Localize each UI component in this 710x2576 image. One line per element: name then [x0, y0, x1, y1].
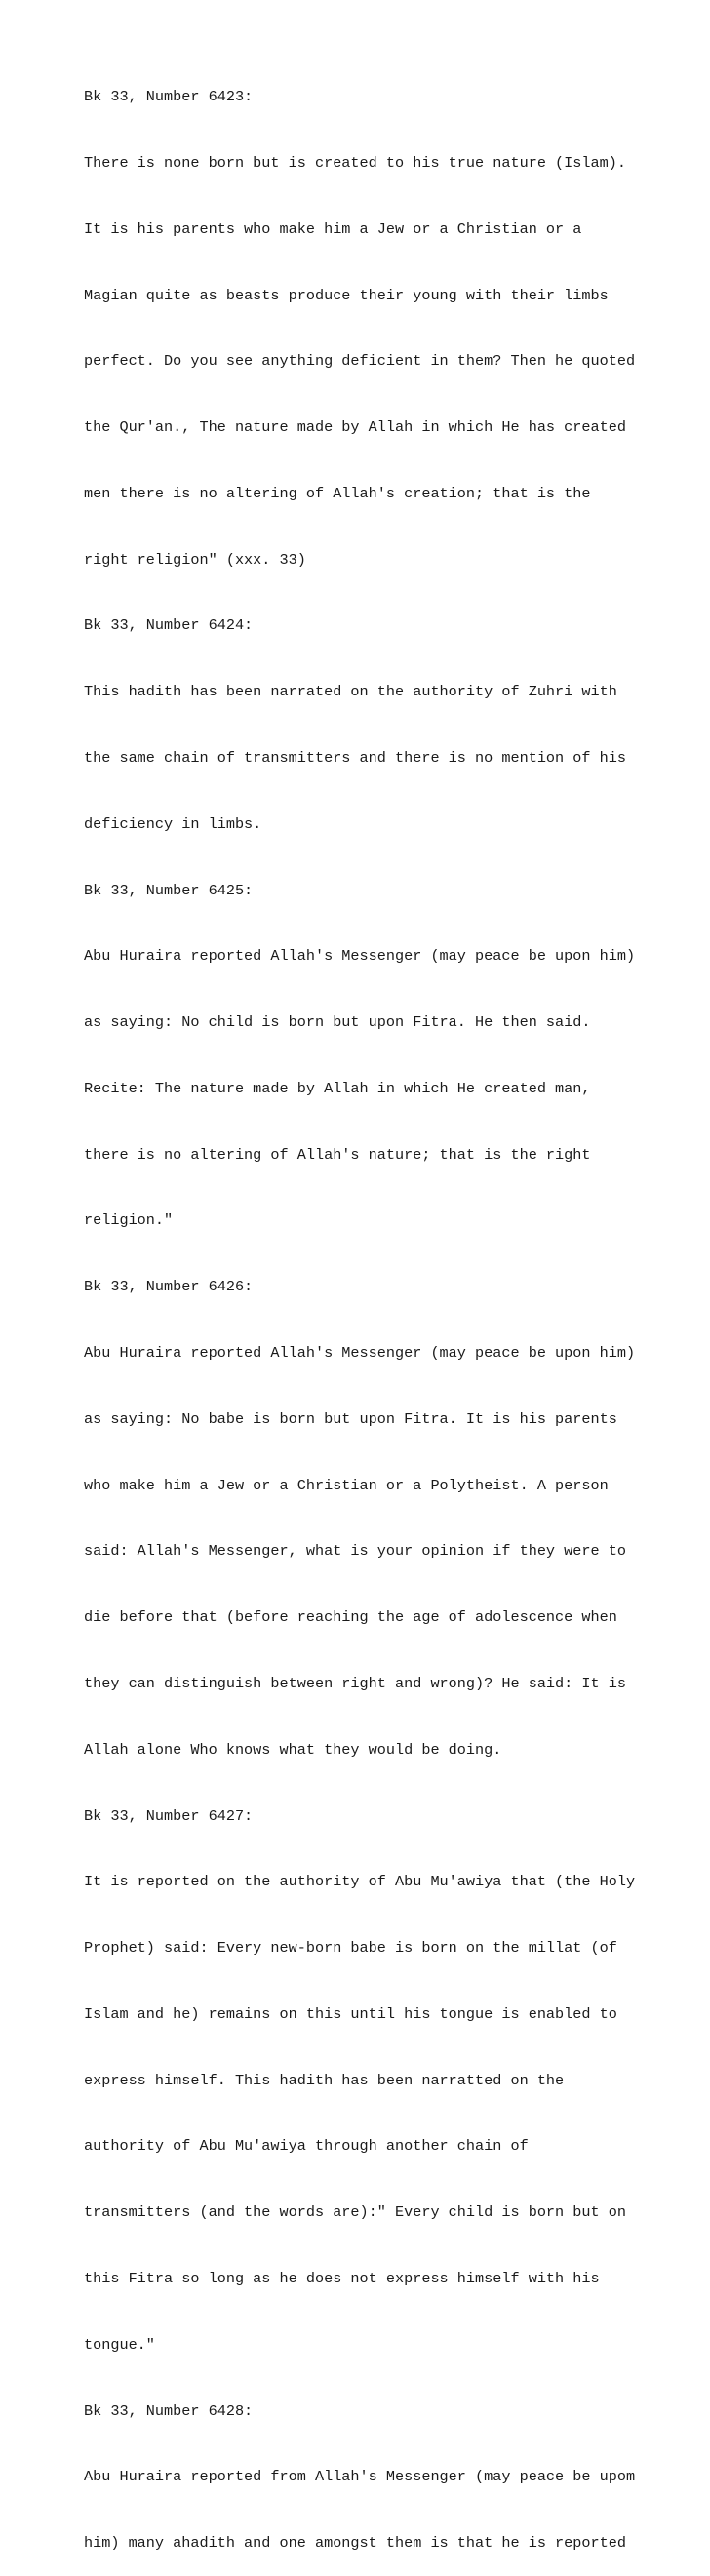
text-line: who make him a Jew or a Christian or a Polytheist. A person [84, 1476, 609, 1494]
text-line: said: Allah's Messenger, what is your opinion if they were to [84, 1542, 626, 1561]
text-line: express himself. This hadith has been narratted on the [84, 2071, 565, 2089]
text-line: there is no altering of Allah's nature; that is the right [84, 1145, 591, 1164]
text-line: Abu Huraira reported Allah's Messenger (may peace be upon him) [84, 1344, 636, 1363]
text-line: Bk 33, Number 6424: [84, 616, 254, 635]
text-line: they can distinguish between right and wrong)? He said: It is [84, 1674, 626, 1692]
text-line: the Qur'an., The nature made by Allah in which He has created [84, 418, 626, 437]
text-line: Abu Huraira reported Allah's Messenger (may peace be upon him) [84, 947, 636, 966]
text-line: Bk 33, Number 6426: [84, 1278, 254, 1296]
text-line: religion." [84, 1211, 174, 1230]
text-line: Bk 33, Number 6428: [84, 2401, 254, 2420]
text-line: die before that (before reaching the age of adolescence when [84, 1608, 617, 1627]
text-line: this Fitra so long as he does not express himself with his [84, 2269, 600, 2287]
text-line: Bk 33, Number 6427: [84, 1806, 254, 1825]
text-line: him) many ahadith and one amongst them is that he is reported [84, 2534, 626, 2553]
text-line: as saying: No child is born but upon Fitra. He then said. [84, 1013, 591, 1032]
text-line: transmitters (and the words are):" Every child is born but on [84, 2203, 626, 2222]
text-line: the same chain of transmitters and there is no mention of his [84, 749, 626, 767]
text-line: This hadith has been narrated on the authority of Zuhri with [84, 683, 617, 701]
text-line: Bk 33, Number 6425: [84, 881, 254, 899]
text-line: right religion" (xxx. 33) [84, 550, 306, 569]
text-line: Prophet) said: Every new-born babe is born on the millat (of [84, 1939, 617, 1958]
text-line: There is none born but is created to his true nature (Islam). [84, 153, 626, 172]
document-page [84, 42, 698, 2576]
text-line: Bk 33, Number 6423: [84, 88, 254, 106]
text-line: perfect. Do you see anything deficient in them? Then he quoted [84, 352, 636, 371]
text-line: deficiency in limbs. [84, 814, 262, 833]
text-line: authority of Abu Mu'awiya through another chain of [84, 2137, 529, 2156]
text-line: Recite: The nature made by Allah in which He created man, [84, 1079, 591, 1097]
text-line: as saying: No babe is born but upon Fitra. It is his parents [84, 1409, 617, 1428]
text-line: It is reported on the authority of Abu Mu'awiya that (the Holy [84, 1873, 636, 1891]
text-line: Magian quite as beasts produce their young with their limbs [84, 286, 609, 304]
text-line: Allah alone Who knows what they would be doing. [84, 1740, 502, 1759]
text-line: Islam and he) remains on this until his tongue is enabled to [84, 2004, 617, 2023]
text-line: Abu Huraira reported from Allah's Messenger (may peace be upom [84, 2468, 636, 2486]
text-line: men there is no altering of Allah's creation; that is the [84, 484, 591, 502]
text-line: It is his parents who make him a Jew or a Christian or a [84, 219, 582, 238]
text-line: tongue." [84, 2335, 155, 2354]
